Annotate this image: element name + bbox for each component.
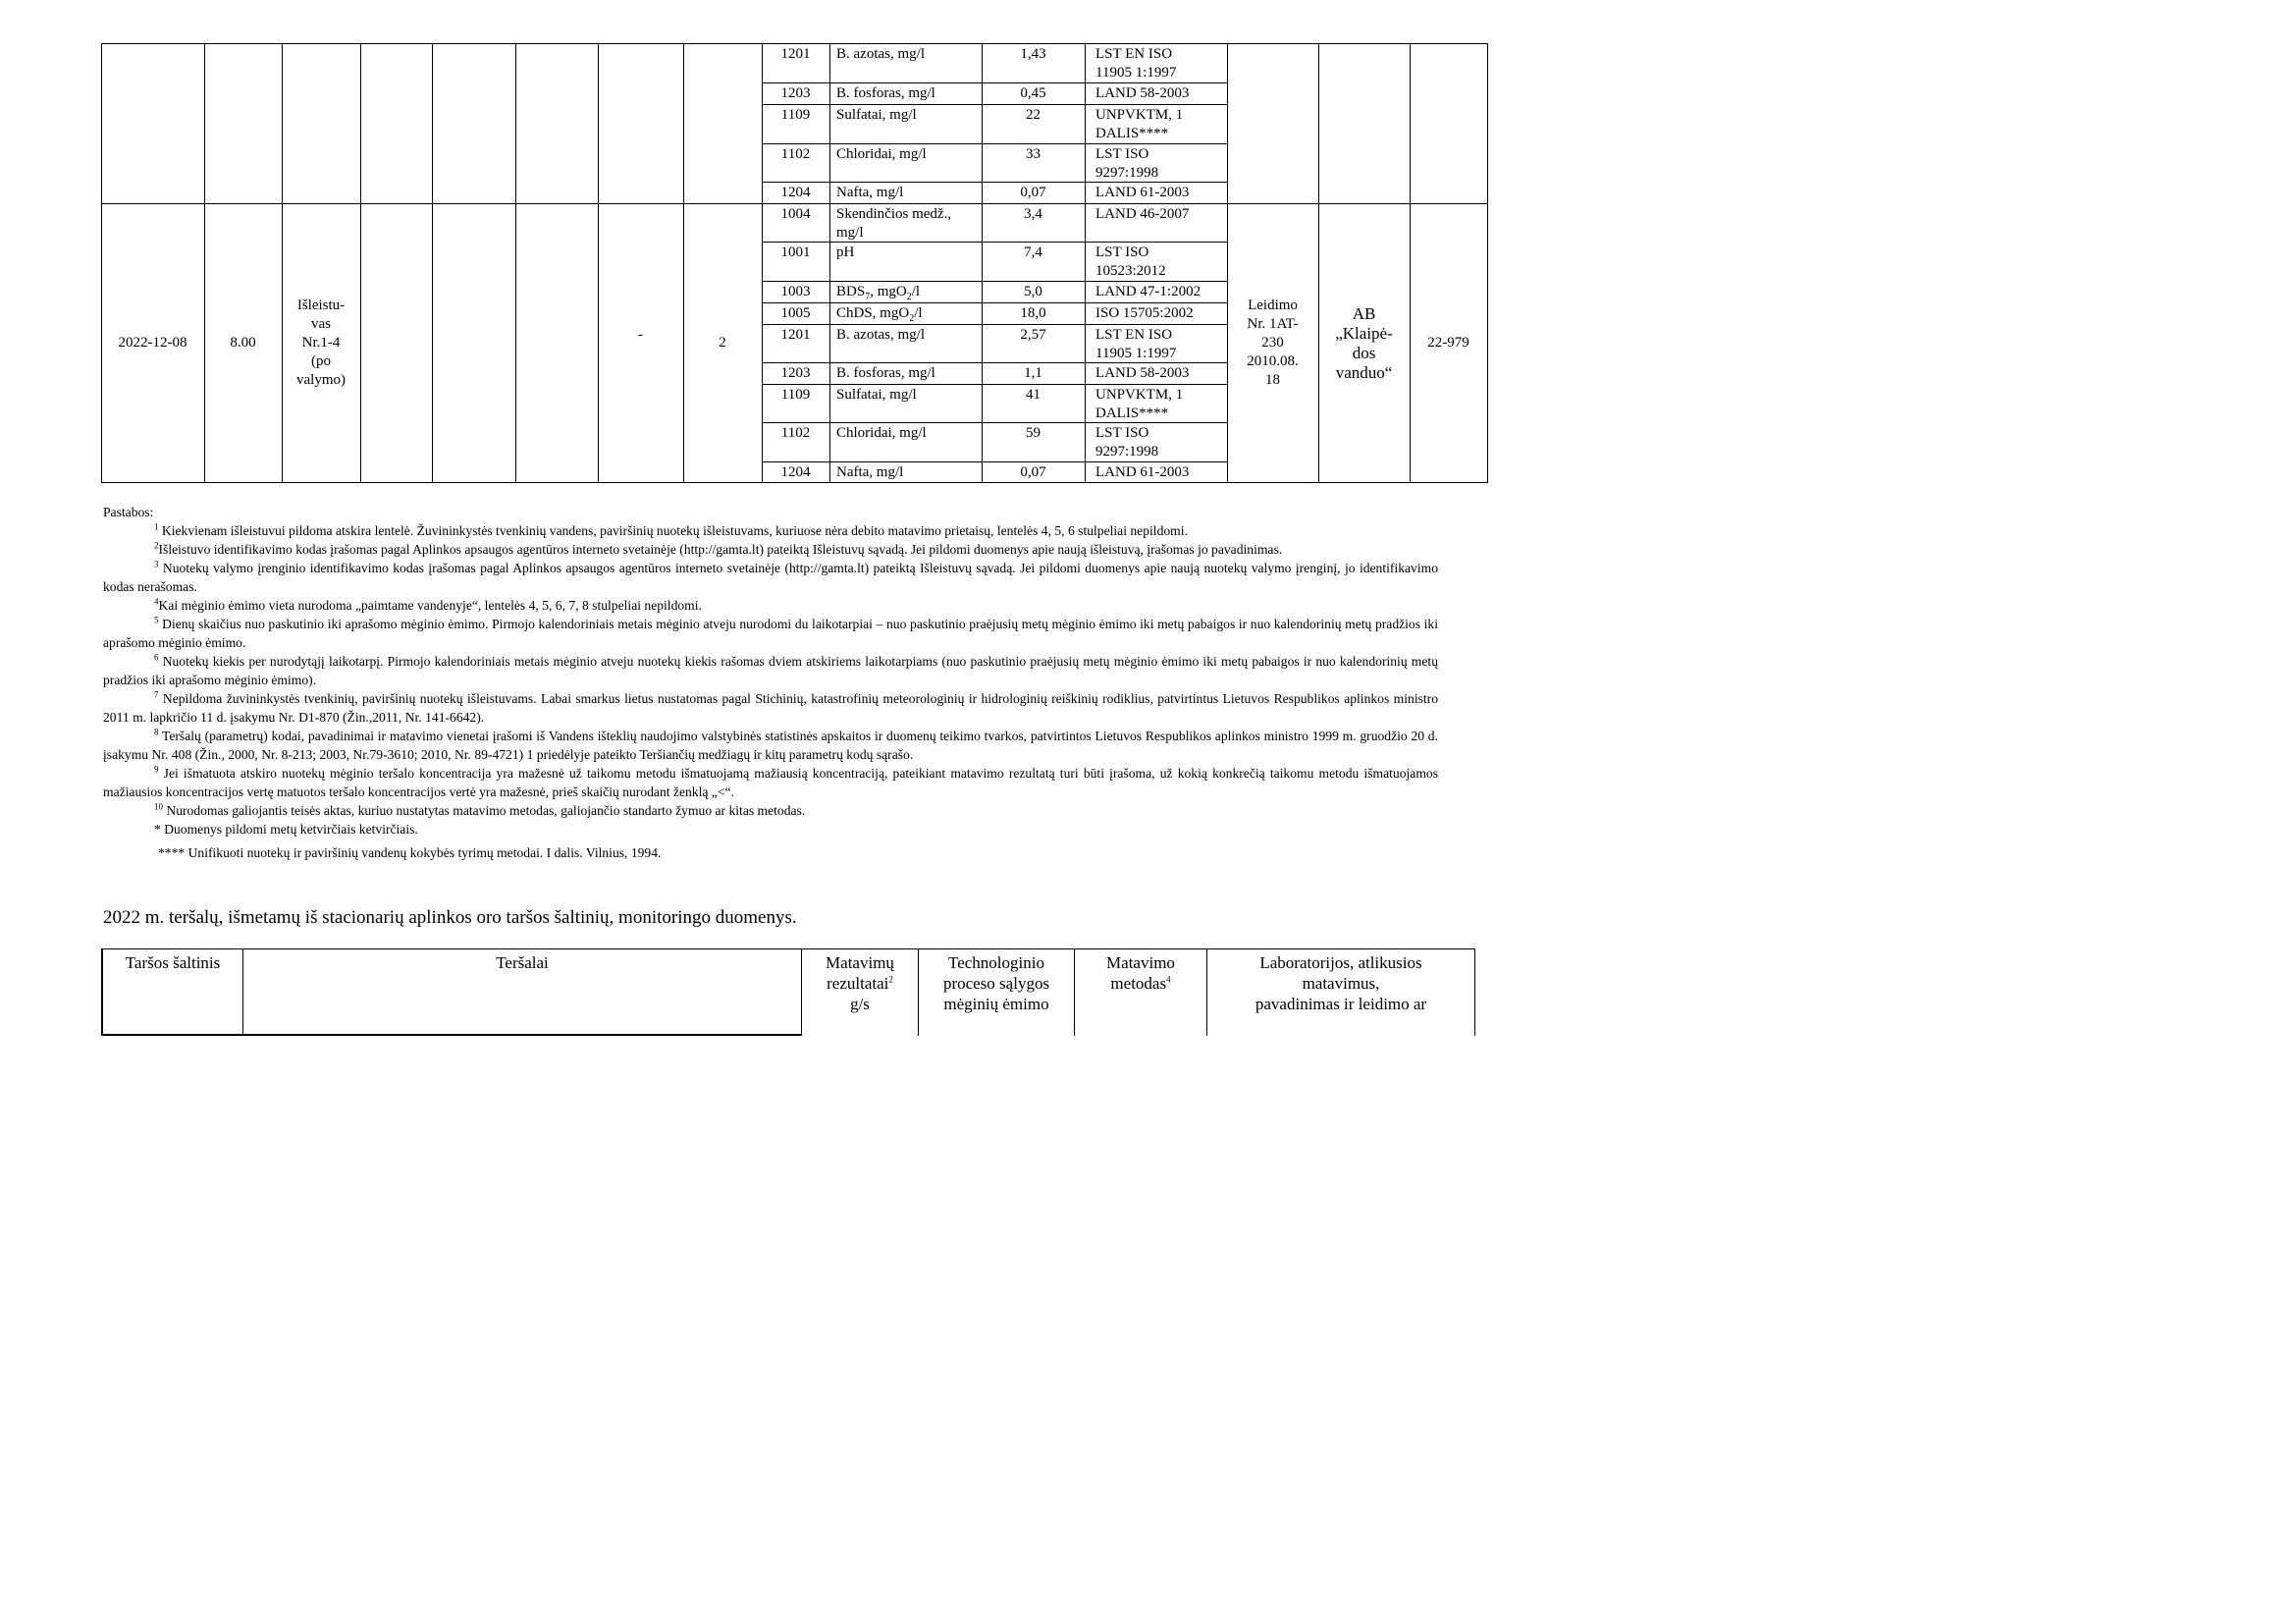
param-method: LST ISO 10523:2012 (1095, 244, 1166, 279)
param-value: 7,4 (1024, 244, 1042, 260)
footnote: $^8$ Teršalų (parametrų) kodai, pavadinimai ir matavimo vienetai įrašomi iš Vandens išteklių naudojimo valstybinės statistinės apskaitos ir duomenų teikimo tvarkos, patvirtintos Lietuvos Respublikos aplinkos ministro 1999 m. gruodžio 20 d. įsakymu Nr. 408 (Žin., 2000, Nr. 8-213; 2003, Nr.79-3610; 2010, Nr. 89-4721) 1 priedėlyje pateikto Teršiančių medžiagų ir kitų parametrų kodų sąrašo. (103, 727, 1438, 762)
param-name: $BDS_7$, mgO$_2$/l (836, 284, 921, 302)
param-name: pH (836, 244, 855, 260)
outlet-name: Išleistu- vas Nr.1-4 (po valymo) (296, 298, 346, 388)
param-name: Nafta, mg/l (836, 185, 904, 200)
footnote: $^7$ Nepildoma žuvininkystės tvenkinių, paviršinių nuotekų išleistuvams. Labai smarkus lietus nustatomas pagal Stichinių, katastrofinių meteorologinių ir hidrologinių reiškinių rodiklius, patvirtintus Lietuvos Respublikos aplinkos ministro 2011 m. lapkričio 11 d. įsakymu Nr. D1-870 (Žin.,2011, Nr. 141-6642). (103, 689, 1438, 725)
param-method: LAND 58-2003 (1095, 365, 1190, 381)
param-method: LAND 47-1:2002 (1095, 284, 1201, 299)
param-value: 18,0 (1020, 305, 1046, 321)
rain-cell: - (638, 327, 643, 343)
param-code: 1102 (780, 146, 811, 162)
sample-time: 8.00 (230, 335, 256, 351)
param-method: LAND 58-2003 (1095, 85, 1190, 101)
param-code: 1102 (780, 425, 811, 441)
param-method: LST ISO 9297:1998 (1095, 146, 1159, 181)
header-source: Taršos šaltinis (125, 953, 221, 972)
param-value: 2,57 (1020, 327, 1046, 343)
param-name: Sulfatai, mg/l (836, 387, 917, 403)
param-code: 1204 (780, 464, 811, 480)
param-code: 1203 (780, 85, 811, 101)
header-results: Matavimų rezultatai$^2$ g/s (826, 953, 894, 1013)
param-method: UNPVKTM, 1 DALIS**** (1095, 107, 1184, 141)
param-code: 1201 (780, 46, 811, 62)
param-code: 1005 (780, 305, 811, 321)
param-name: B. fosforas, mg/l (836, 85, 935, 101)
param-name: Chloridai, mg/l (836, 425, 927, 441)
param-value: 1,1 (1024, 365, 1042, 381)
param-value: 3,4 (1024, 206, 1042, 222)
param-method: LAND 61-2003 (1095, 464, 1190, 480)
footnote: $^9$ Jei išmatuota atskiro nuotekų mėginio teršalo koncentracija yra mažesnė už taikomu metodu išmatuojamą mažiausią koncentraciją, pateikiant matavimo rezultatą turi būti įrašoma, už kokią konkrečią taikomu metodu išmatuojamos mažiausios koncentracijos vertę matuotos teršalo koncentracijos vertė yra mažesnė, prieš skaičių nurodant ženklą „<“. (103, 764, 1438, 799)
days-count: 2 (719, 335, 726, 351)
param-code: 1004 (780, 206, 811, 222)
param-name: B. azotas, mg/l (836, 327, 925, 343)
sample-date: 2022-12-08 (118, 335, 187, 351)
param-code: 1204 (780, 185, 811, 200)
param-value: 59 (1026, 425, 1041, 441)
header-process-conditions: Technologinio proceso sąlygos mėginių ėmimo (942, 953, 1050, 1013)
param-method: LST EN ISO 11905 1:1997 (1095, 327, 1177, 361)
header-laboratory: Laboratorijos, atlikusios matavimus, pavadinimas ir leidimo ar (1255, 953, 1427, 1013)
footnote: $^6$ Nuotekų kiekis per nurodytąjį laikotarpį. Pirmojo kalendoriniais metais mėginio atveju nuotekų kiekis rašomas dviem atskiriems laikotarpiams (nuo paskutinio praėjusių metų mėginio ėmimo iki metų pabaigos ir nuo kalendorinių metų pradžios iki aprašomo mėginio ėmimo). (103, 652, 1438, 687)
footnotes (103, 503, 1438, 862)
protocol-number: 22-979 (1427, 335, 1469, 351)
param-name: Skendinčios medž., mg/l (836, 206, 952, 241)
param-value: 22 (1026, 107, 1041, 123)
param-method: LST ISO 9297:1998 (1095, 425, 1159, 460)
footnote: $^1$ Kiekvienam išleistuvui pildoma atskira lentelė. Žuvininkystės tvenkinių vandens, paviršinių nuotekų išleistuvams, kuriuose nėra debito matavimo prietaisų, lentelės 4, 5, 6 stulpeliai nepildomi. (154, 521, 1188, 538)
footnote: $^4$Kai mėginio ėmimo vieta nurodoma „paimtame vandenyje“, lentelės 4, 5, 6, 7, 8 stulpeliai nepildomi. (154, 596, 702, 613)
param-value: 5,0 (1024, 284, 1042, 299)
footnote: * Duomenys pildomi metų ketvirčiais ketvirčiais. (154, 822, 418, 837)
param-method: LST EN ISO 11905 1:1997 (1095, 46, 1177, 81)
footnote: $^{10}$ Nurodomas galiojantis teisės aktas, kuriuo nustatytas matavimo metodas, galiojančio standarto žymuo ar kitas metodas. (154, 801, 806, 818)
param-value: 0,45 (1020, 85, 1046, 101)
notes-title: Pastabos: (103, 505, 154, 519)
param-method: UNPVKTM, 1 DALIS**** (1095, 387, 1184, 421)
param-code: 1109 (780, 387, 811, 403)
param-name: B. fosforas, mg/l (836, 365, 935, 381)
param-name: ChDS, mgO$_2$/l (836, 305, 923, 324)
footnote: $^5$ Dienų skaičius nuo paskutinio iki aprašomo mėginio ėmimo. Pirmojo kalendoriniais metais mėginio atveju nurodomi du laikotarpiai – nuo paskutinio praėjusių metų mėginio ėmimo iki metų pabaigos ir nuo kalendorinių metų pradžios iki aprašomo mėginio ėmimo. (103, 615, 1438, 650)
param-code: 1001 (780, 244, 811, 260)
footnote: $^3$ Nuotekų valymo įrenginio identifikavimo kodas įrašomas pagal Aplinkos apsaugos agentūros interneto svetainėje (http://gamta.lt) pateiktą Išleistuvų sąvadą. Jei pildomi duomenys apie naują nuotekų valymo įrenginį, jo identifikavimo kodas nerašomas. (103, 559, 1438, 594)
lab-name: AB „Klaipė- dos vanduo“ (1335, 304, 1393, 382)
param-method: ISO 15705:2002 (1095, 305, 1194, 321)
param-method: LAND 61-2003 (1095, 185, 1190, 200)
param-value: 1,43 (1020, 46, 1046, 62)
header-method: Matavimo metodas$^4$ (1106, 953, 1175, 993)
footnote: $^2$Išleistuvo identifikavimo kodas įrašomas pagal Aplinkos apsaugos agentūros interneto svetainėje (http://gamta.lt) pateiktą Išleistuvų sąvadą. Jei pildomi duomenys apie naują išleistuvą, įrašomas jo pavadinimas. (154, 540, 1283, 557)
param-name: Chloridai, mg/l (836, 146, 927, 162)
footnote: **** Unifikuoti nuotekų ir paviršinių vandenų kokybės tyrimų metodai. I dalis. Vilnius, 1994. (158, 845, 662, 860)
param-value: 0,07 (1020, 185, 1046, 200)
permit-info: Leidimo Nr. 1AT- 230 2010.08. 18 (1247, 298, 1299, 388)
param-value: 33 (1026, 146, 1041, 162)
param-value: 41 (1026, 387, 1041, 403)
param-code: 1201 (780, 327, 811, 343)
param-code: 1003 (780, 284, 811, 299)
param-name: B. azotas, mg/l (836, 46, 925, 62)
param-name: Sulfatai, mg/l (836, 107, 917, 123)
param-value: 0,07 (1020, 464, 1046, 480)
param-code: 1109 (780, 107, 811, 123)
param-method: LAND 46-2007 (1095, 206, 1190, 222)
section-heading: 2022 m. teršalų, išmetamų iš stacionarių aplinkos oro taršos šaltinių, monitoringo duomenys. (103, 907, 797, 928)
param-name: Nafta, mg/l (836, 464, 904, 480)
param-code: 1203 (780, 365, 811, 381)
header-pollutants: Teršalai (496, 953, 549, 972)
